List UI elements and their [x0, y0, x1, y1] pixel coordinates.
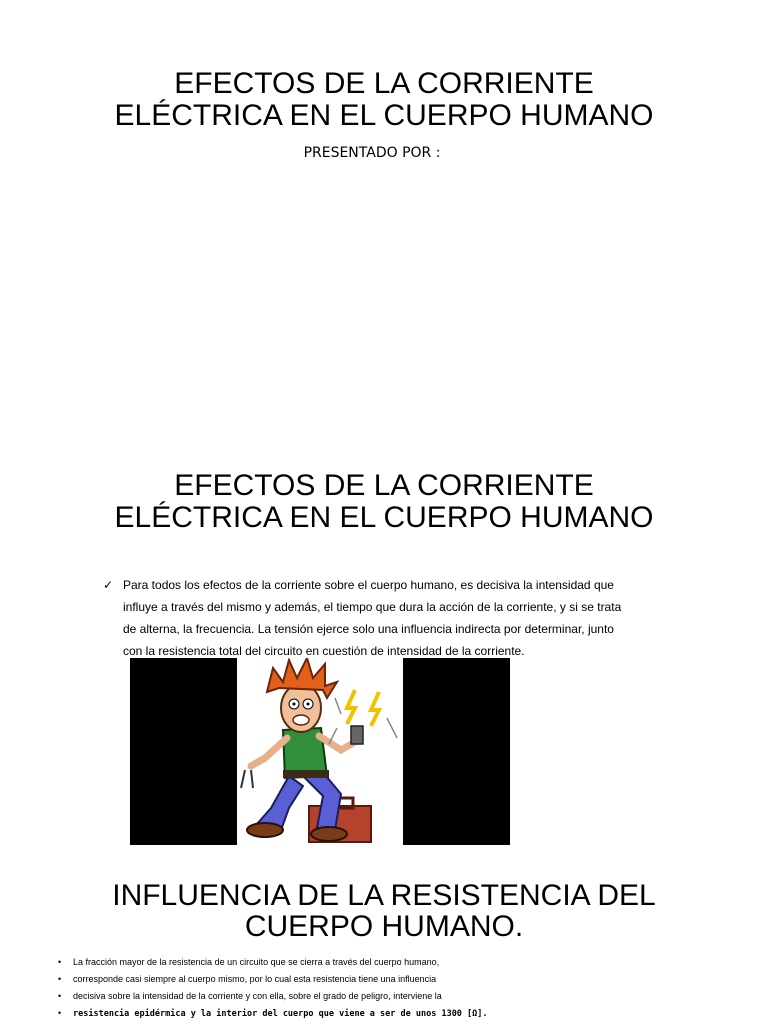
slide1-title: [0, 68, 768, 132]
slide-effects: [0, 440, 768, 860]
bullet-icon: •: [58, 991, 62, 1001]
cartoon-image: [130, 658, 510, 845]
list-item: [58, 1005, 488, 1023]
slide-title: [0, 0, 768, 440]
list-item: [58, 988, 442, 1005]
slide1-title-line2: ELÉCTRICA EN EL CUERPO HUMANO: [114, 99, 654, 132]
list-item: [58, 971, 436, 988]
slide1-subtitle: PRESENTADO POR :: [303, 145, 441, 161]
slide2-title-line2: ELÉCTRICA EN EL CUERPO HUMANO: [114, 501, 654, 534]
slide1-title-line1: EFECTOS DE LA CORRIENTE: [174, 67, 594, 100]
list-item: [58, 954, 439, 971]
bullet-icon: •: [58, 957, 62, 967]
slide3-title: [0, 880, 768, 942]
paragraph-line: con la resistencia total del circuito en cuestión de intensidad de la corriente.: [123, 644, 525, 658]
slide3-title-line2: CUERPO HUMANO.: [244, 910, 524, 943]
slide-resistance: [0, 860, 768, 1024]
paragraph-line: Para todos los efectos de la corriente sobre el cuerpo humano, es decisiva la intensidad que: [123, 578, 614, 592]
paragraph-line: de alterna, la frecuencia. La tensión ejerce solo una influencia indirecta por determinar, junto: [123, 622, 614, 636]
slide2-title: [0, 470, 768, 534]
bullet-icon: •: [58, 1008, 62, 1018]
bullet-text: corresponde casi siempre al cuerpo mismo, por lo cual esta resistencia tiene una influencia: [73, 974, 437, 984]
electrocuted-man-illustration: [237, 658, 403, 845]
paragraph-line: influye a través del mismo y además, el tiempo que dura la acción de la corriente, y si se trata: [123, 600, 622, 614]
slide3-title-line1: INFLUENCIA DE LA RESISTENCIA DEL: [112, 879, 656, 912]
bullet-text: decisiva sobre la intensidad de la corriente y con ella, sobre el grado de peligro, interviene la: [73, 991, 442, 1001]
bullet-text: La fracción mayor de la resistencia de un circuito que se cierra a través del cuerpo humano,: [73, 957, 440, 967]
bullet-icon: •: [58, 974, 62, 984]
slide2-title-line1: EFECTOS DE LA CORRIENTE: [174, 469, 594, 502]
checkmark-icon: ✓: [103, 578, 114, 592]
bullet-text: resistencia epidérmica y la interior del cuerpo que viene a ser de unos 1300 [Ω].: [73, 1009, 488, 1019]
